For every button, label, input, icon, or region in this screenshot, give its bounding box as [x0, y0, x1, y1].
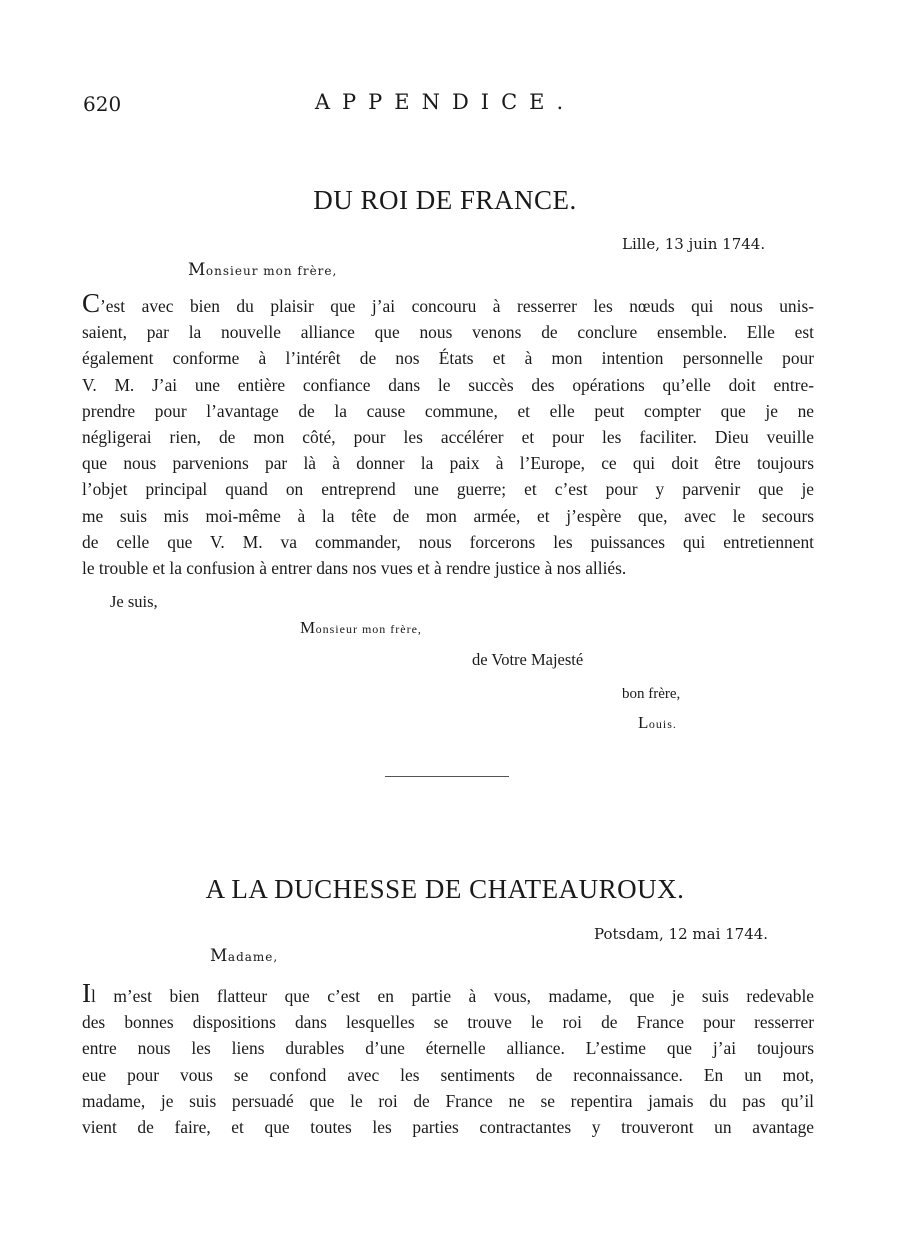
- closing-votre-majeste: de Votre Majesté: [472, 650, 584, 669]
- body-line: V. M. J’ai une entière confiance dans le succès des opérations qu’elle doit entre-: [82, 374, 814, 395]
- body-line: saient, par la nouvelle alliance que nous venons de conclure ensemble. Elle est: [82, 322, 814, 343]
- letter-date: Potsdam, 12 mai 1744.: [594, 925, 769, 943]
- closing-address: [300, 618, 422, 638]
- page-number: 620: [83, 92, 122, 116]
- letter-salutation: [188, 260, 337, 280]
- body-line: eue pour vous se confond avec les sentiments de reconnaissance. En un mot,: [82, 1064, 814, 1085]
- body-line: négligerai rien, de mon côté, pour les accélérer et pour les faciliter. Dieu veuille: [82, 427, 814, 448]
- running-head: APPENDICE.: [314, 90, 576, 114]
- closing-je-suis: Je suis,: [110, 592, 158, 611]
- salutation-initial: M: [210, 946, 228, 966]
- letter-body: [82, 288, 814, 581]
- body-line: de celle que V. M. va commander, nous forcerons les puissances qui entretiennent: [82, 531, 814, 552]
- body-line: que nous parvenions par là à donner la paix à l’Europe, ce qui doit être toujours: [82, 453, 814, 474]
- letter-date: Lille, 13 juin 1744.: [622, 235, 766, 253]
- letter-salutation: [210, 946, 278, 966]
- body-line-text: ’est avec bien du plaisir que j’ai concouru à resserrer les nœuds qui nous unis-: [100, 296, 814, 316]
- body-line: madame, je suis persuadé que le roi de France ne se repentira jamais du pas qu’il: [82, 1090, 814, 1111]
- signature-rest: ouis.: [648, 717, 677, 731]
- body-line: l’objet principal quand on entreprend une guerre; et c’est pour y parvenir que je: [82, 479, 814, 500]
- salutation-initial: M: [188, 260, 206, 280]
- body-line-text: l m’est bien flatteur que c’est en partie à vous, madame, que je suis redevable: [91, 986, 814, 1006]
- letter-body: [82, 978, 814, 1140]
- body-line: vient de faire, et que toutes les parties contractantes y trouveront un avantage: [82, 1117, 814, 1138]
- drop-cap: C: [82, 288, 101, 318]
- signature: [638, 713, 677, 733]
- drop-cap: I: [82, 978, 91, 1008]
- body-line: [82, 978, 814, 1009]
- closing-address-rest: onsieur mon frère,: [315, 622, 422, 636]
- signature-initial: L: [638, 713, 649, 732]
- closing-address-initial: M: [300, 618, 316, 637]
- body-line: me suis mis moi-même à la tête de mon armée, et j’espère que, avec le secours: [82, 505, 814, 526]
- body-line: également conforme à l’intérêt de nos États et à mon intention personnelle pour: [82, 348, 814, 369]
- body-line: des bonnes dispositions dans lesquelles se trouve le roi de France pour resserrer: [82, 1012, 814, 1033]
- letter-title-duchesse: A LA DUCHESSE DE CHATEAUROUX.: [205, 874, 685, 904]
- body-line: entre nous les liens durables d’une éternelle alliance. L’estime que j’ai toujours: [82, 1038, 814, 1059]
- letter-title-roi-de-france: DU ROI DE FRANCE.: [313, 185, 577, 215]
- body-line: [82, 288, 814, 319]
- salutation-rest: onsieur mon frère,: [205, 264, 338, 278]
- body-line: le trouble et la confusion à entrer dans nos vues et à rendre justice à nos alliés.: [82, 558, 627, 579]
- salutation-rest: adame,: [227, 950, 279, 964]
- closing-bon-frere: bon frère,: [622, 686, 681, 702]
- section-separator: [385, 776, 509, 777]
- body-line: prendre pour l’avantage de la cause commune, et elle peut compter que je ne: [82, 400, 814, 421]
